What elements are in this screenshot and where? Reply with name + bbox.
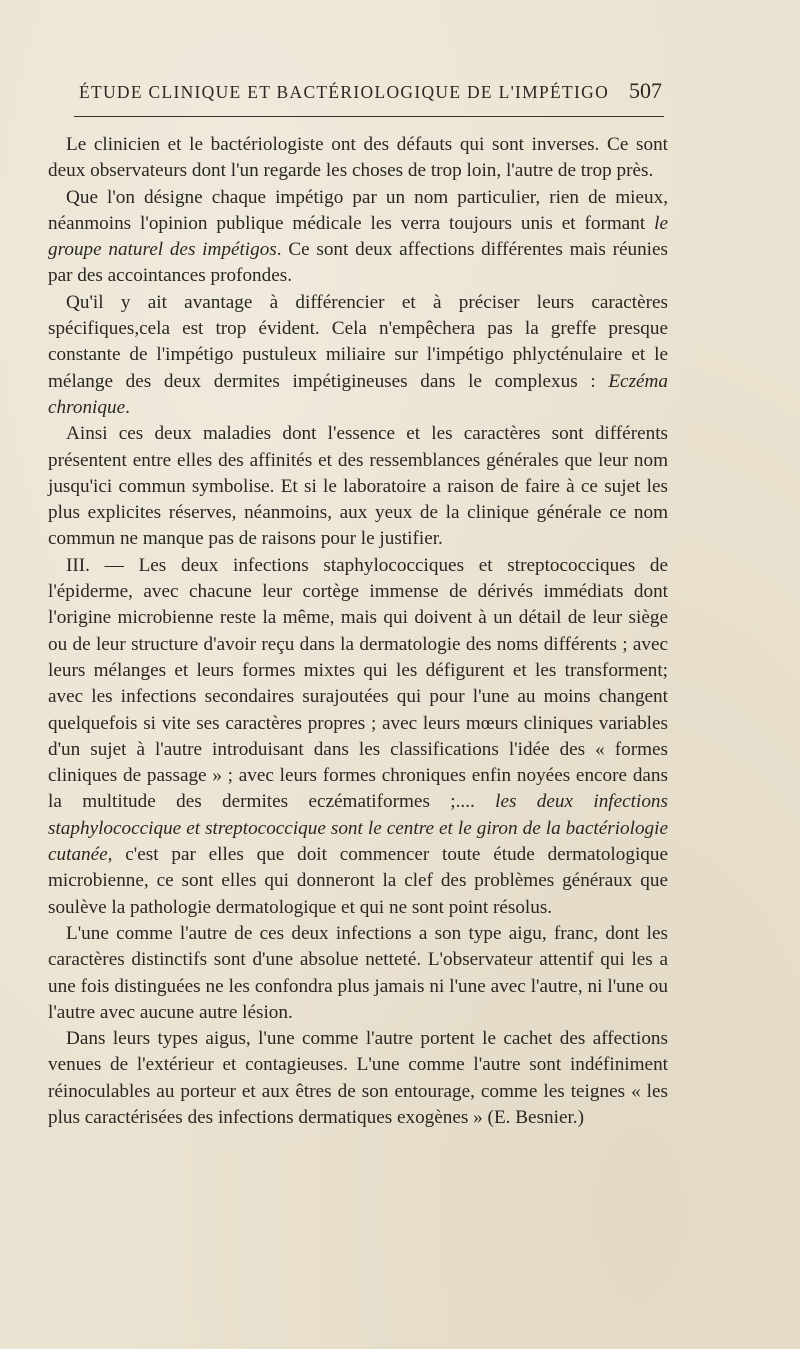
header-rule: [74, 116, 664, 117]
paragraph: [48, 553, 668, 921]
paragraph: [48, 132, 668, 185]
body-text: [48, 132, 668, 1131]
page-number: 507: [629, 78, 662, 103]
paragraph: [48, 421, 668, 552]
text-run: . Ce sont deux affections différentes mais réunies par des accointances profondes.: [48, 239, 668, 287]
italic-text: le groupe naturel des impétigos: [48, 212, 668, 261]
text-run: Que l'on désigne chaque impétigo par un nom particulier, rien de mieux, néanmoins l'opinion publique médicale les verra toujours unis et formant: [48, 186, 668, 234]
text-run: Qu'il y ait avantage à différencier et à préciser leurs caractères spécifiques,cela est trop évident. Cela n'empêchera pas la greffe presque constante de l'impétigo pustuleux miliaire sur l'impétigo phlycténulaire et le mélange des deux dermites impétigineuses dans le complexus :: [48, 291, 668, 392]
paragraph: [48, 185, 668, 290]
text-run: , c'est par elles que doit commencer toute étude dermatologique microbienne, ce sont elles qui donneront la clef des problèmes généraux que soulève la pathologie dermatologique et qui ne sont point résolus.: [48, 844, 668, 918]
text-run: L'une comme l'autre de ces deux infections a son type aigu, franc, dont les caractères distinctifs sont d'une absolue netteté. L'observateur attentif qui les a une fois distinguées ne les confondra plus jamais ni l'une avec l'autre, ni l'une ou l'autre avec aucune autre lésion.: [48, 922, 668, 1023]
text-run: Ainsi ces deux maladies dont l'essence et les caractères sont différents présentent entre elles des affinités et des ressemblances générales que leur nom jusqu'ici commun symbolise. Et si le laboratoire a raison de faire à ce sujet les plus explicites réserves, néanmoins, aux yeux de la clinique générale ce nom commun ne manque pas de raisons pour le justifier.: [48, 423, 668, 550]
running-head: [74, 78, 664, 108]
text-run: Le clinicien et le bactériologiste ont des défauts qui sont inverses. Ce sont deux observateurs dont l'un regarde les choses de trop loin, l'autre de trop près.: [48, 134, 668, 182]
text-run: Dans leurs types aigus, l'une comme l'autre portent le cachet des affections venues de l'extérieur et contagieuses. L'une comme l'autre sont indéfiniment réinoculables au porteur et aux êtres de son entourage, comme les teignes « les plus caractérisées des infections dermatiques exogènes » (E. Besnier.): [48, 1028, 668, 1128]
italic-text: les deux infections staphylococcique et streptococcique sont le centre et le giron de la bactériologie cutanée: [48, 791, 668, 866]
paragraph: [48, 290, 668, 421]
paragraph: [48, 1026, 668, 1131]
paragraph: [48, 921, 668, 1026]
italic-text: Eczéma chronique: [48, 370, 668, 418]
text-run: III. — Les deux infections staphylococciques et streptococciques de l'épiderme, avec chacune leur cortège immense de dérivés immédiats dont l'origine microbienne reste la même, mais qui doivent à un détail de leur siège ou de leur structure d'avoir reçu dans la dermatologie des noms différents ; avec leurs mélanges et leurs formes mixtes qui les défigurent et les transforment; avec les infections secondaires surajoutées qui pour l'une au moins changent quelquefois si vite ses caractères propres ; avec leurs mœurs cliniques variables d'un sujet à l'autre introduisant dans les classifications l'idée des « formes cliniques de passage » ; avec leurs formes chroniques enfin noyées encore dans la multitude des dermites eczématiformes ;....: [48, 554, 668, 813]
text-run: .: [125, 396, 130, 418]
running-title: ÉTUDE CLINIQUE ET BACTÉRIOLOGIQUE DE L'IMPÉTIGO: [79, 82, 610, 102]
